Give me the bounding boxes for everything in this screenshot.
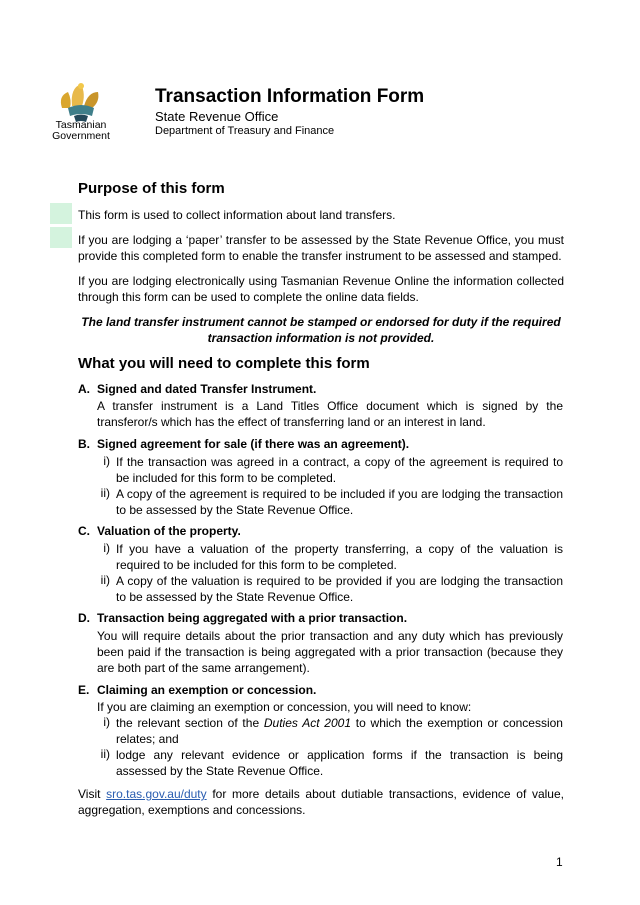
item-letter-b: B. <box>78 437 90 451</box>
stamping-notice-line2: transaction information is not provided. <box>207 331 435 345</box>
item-c-i-text: If you have a valuation of the property transferring, a copy of the valuation is required to be included for this form to be completed. <box>116 542 563 572</box>
item-e-i-text <box>116 715 563 747</box>
visit-paragraph <box>78 786 564 818</box>
page-subtitle: State Revenue Office <box>155 109 279 124</box>
sro-duty-link[interactable]: sro.tas.gov.au/duty <box>106 787 207 801</box>
highlight-marker <box>50 203 72 224</box>
item-b-i-number: i) <box>103 454 110 468</box>
item-e-i-text-post: to which the exemption or concession relates; and <box>116 716 563 746</box>
item-b-i-text: If the transaction was agreed in a contract, a copy of the agreement is required to be included for this form to be completed. <box>116 455 563 485</box>
requirements-heading: What you will need to complete this form <box>78 355 370 372</box>
logo-text-line2: Government <box>52 130 110 142</box>
item-c-title: Valuation of the property. <box>97 524 241 538</box>
highlight-marker <box>50 227 72 248</box>
department-name: Department of Treasury and Finance <box>155 125 335 137</box>
page-number: 1 <box>556 855 563 869</box>
item-e-title: Claiming an exemption or concession. <box>97 683 317 697</box>
item-e-i-number: i) <box>103 715 110 729</box>
item-e-ii-number: ii) <box>100 747 110 761</box>
item-letter-a: A. <box>78 382 90 396</box>
item-letter-c: C. <box>78 524 90 538</box>
item-letter-e: E. <box>78 683 90 697</box>
logo-text-line1: Tasmanian <box>55 119 107 131</box>
purpose-paragraph-3: If you are lodging electronically using Tasmanian Revenue Online the information collected through this form can be used to complete the online data fields. <box>78 274 564 304</box>
logo-text <box>42 120 120 142</box>
purpose-heading: Purpose of this form <box>78 180 225 197</box>
visit-text-post: for more details about dutiable transactions, evidence of value, aggregation, exemptions and concessions. <box>78 787 564 817</box>
item-b-title: Signed agreement for sale (if there was an agreement). <box>97 437 410 451</box>
item-e-intro: If you are claiming an exemption or concession, you will need to know: <box>97 700 472 714</box>
item-c-ii-text: A copy of the valuation is required to be provided if you are lodging the transaction to be assessed by the State Revenue Office. <box>116 574 563 604</box>
item-e-ii-text: lodge any relevant evidence or application forms if the transaction is being assessed by the State Revenue Office. <box>116 748 563 778</box>
item-b-ii-text: A copy of the agreement is required to be included if you are lodging the transaction to be assessed by the State Revenue Office. <box>116 487 563 517</box>
duties-act-title: Duties Act 2001 <box>263 716 351 730</box>
item-letter-d: D. <box>78 611 90 625</box>
item-e-i-text-pre: the relevant section of the <box>116 716 264 730</box>
stamping-notice-line1: The land transfer instrument cannot be stamped or endorsed for duty if the required <box>81 315 561 329</box>
item-a-title: Signed and dated Transfer Instrument. <box>97 382 317 396</box>
item-d-title: Transaction being aggregated with a prior transaction. <box>97 611 408 625</box>
visit-text-pre: Visit <box>78 787 107 801</box>
purpose-paragraph-2: If you are lodging a ‘paper’ transfer to be assessed by the State Revenue Office, you must provide this completed form to enable the transfer instrument to be assessed and stamped. <box>78 233 564 263</box>
item-b-ii-number: ii) <box>100 486 110 500</box>
item-c-ii-number: ii) <box>100 573 110 587</box>
purpose-paragraph-1: This form is used to collect information about land transfers. <box>78 208 396 222</box>
stamping-notice <box>78 314 564 346</box>
item-a-body: A transfer instrument is a Land Titles Office document which is signed by the transferor/s which has the effect of transferring land or an interest in land. <box>97 399 563 429</box>
item-c-i-number: i) <box>103 541 110 555</box>
page-title: Transaction Information Form <box>155 86 425 107</box>
item-d-body: You will require details about the prior transaction and any duty which has previously been paid if the transaction is being aggregated with a prior transaction (because they are both part of the same arrangement). <box>97 629 563 675</box>
